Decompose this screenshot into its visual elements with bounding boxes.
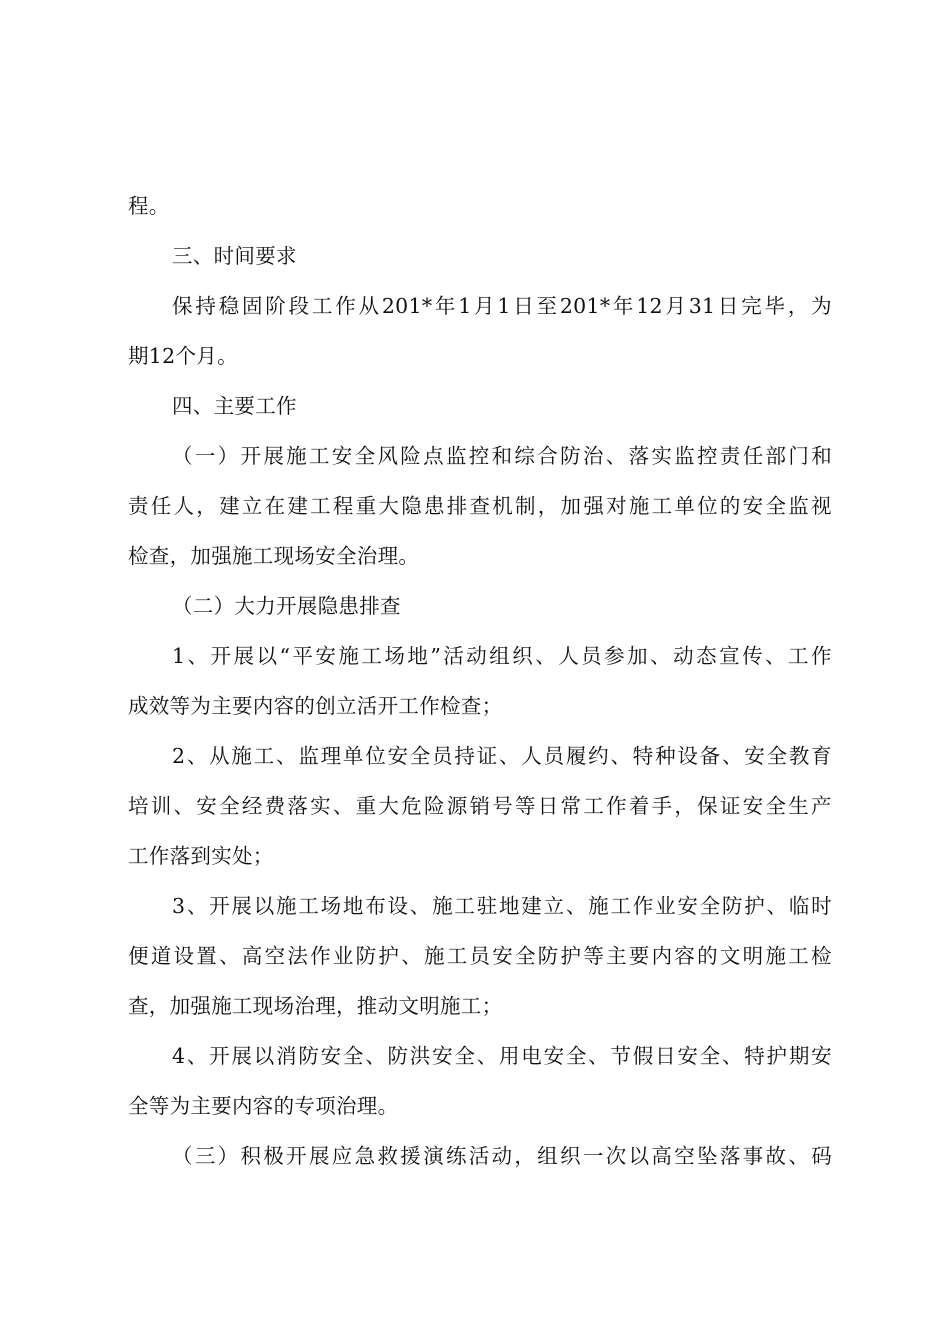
- paragraph-line: 全等为主要内容的专项治理。: [128, 1094, 399, 1118]
- paragraph-line: （ 一 ） 开 展 施 工 安 全 风 险 点 监 控 和 综 合 防 治 、 落 实 监 控 责 任 部 门 和: [172, 444, 832, 468]
- paragraph-line: 程。: [128, 194, 170, 218]
- paragraph-line: 2 、 从 施 工 、 监 理 单 位 安 全 员 持 证 、 人 员 履 约 、 特 种 设 备 、 安 全 教 育: [172, 744, 832, 768]
- paragraph-line: 期12个月。: [128, 344, 238, 368]
- paragraph-line: 工作落到实处；: [128, 844, 274, 868]
- paragraph-line: 便 道 设 置 、 高 空 法 作 业 防 护 、 施 工 员 安 全 防 护 等 主 要 内 容 的 文 明 施 工 检: [128, 944, 832, 968]
- subsection-heading: （二）大力开展隐患排查: [172, 594, 401, 618]
- paragraph-line: 1 、 开 展 以 “ 平 安 施 工 场 地 ” 活 动 组 织 、 人 员 参 加 、 动 态 宣 传 、 工 作: [172, 644, 832, 668]
- paragraph-line: （ 三 ） 积 极 开 展 应 急 救 援 演 练 活 动 ， 组 织 一 次 以 高 空 坠 落 事 故 、 码: [172, 1144, 832, 1168]
- paragraph-line: 查，加强施工现场治理，推动文明施工；: [128, 994, 503, 1018]
- paragraph-line: 责 任 人 ， 建 立 在 建 工 程 重 大 隐 患 排 查 机 制 ， 加 强 对 施 工 单 位 的 安 全 监 视: [128, 494, 832, 518]
- paragraph-line: 保 持 稳 固 阶 段 工 作 从 201* 年 1 月 1 日 至 201* 年 12 月 31 日 完 毕 ， 为: [172, 294, 832, 318]
- section-heading: 三、时间要求: [172, 244, 297, 268]
- paragraph-line: 4 、 开 展 以 消 防 安 全 、 防 洪 安 全 、 用 电 安 全 、 节 假 日 安 全 、 特 护 期 安: [172, 1044, 832, 1068]
- paragraph-line: 成效等为主要内容的创立活开工作检查；: [128, 694, 503, 718]
- section-heading: 四、主要工作: [172, 394, 297, 418]
- paragraph-line: 检查，加强施工现场安全治理。: [128, 544, 420, 568]
- paragraph-line: 3 、 开 展 以 施 工 场 地 布 设 、 施 工 驻 地 建 立 、 施 工 作 业 安 全 防 护 、 临 时: [172, 894, 832, 918]
- paragraph-line: 培 训 、 安 全 经 费 落 实 、 重 大 危 险 源 销 号 等 日 常 工 作 着 手 ， 保 证 安 全 生 产: [128, 794, 832, 818]
